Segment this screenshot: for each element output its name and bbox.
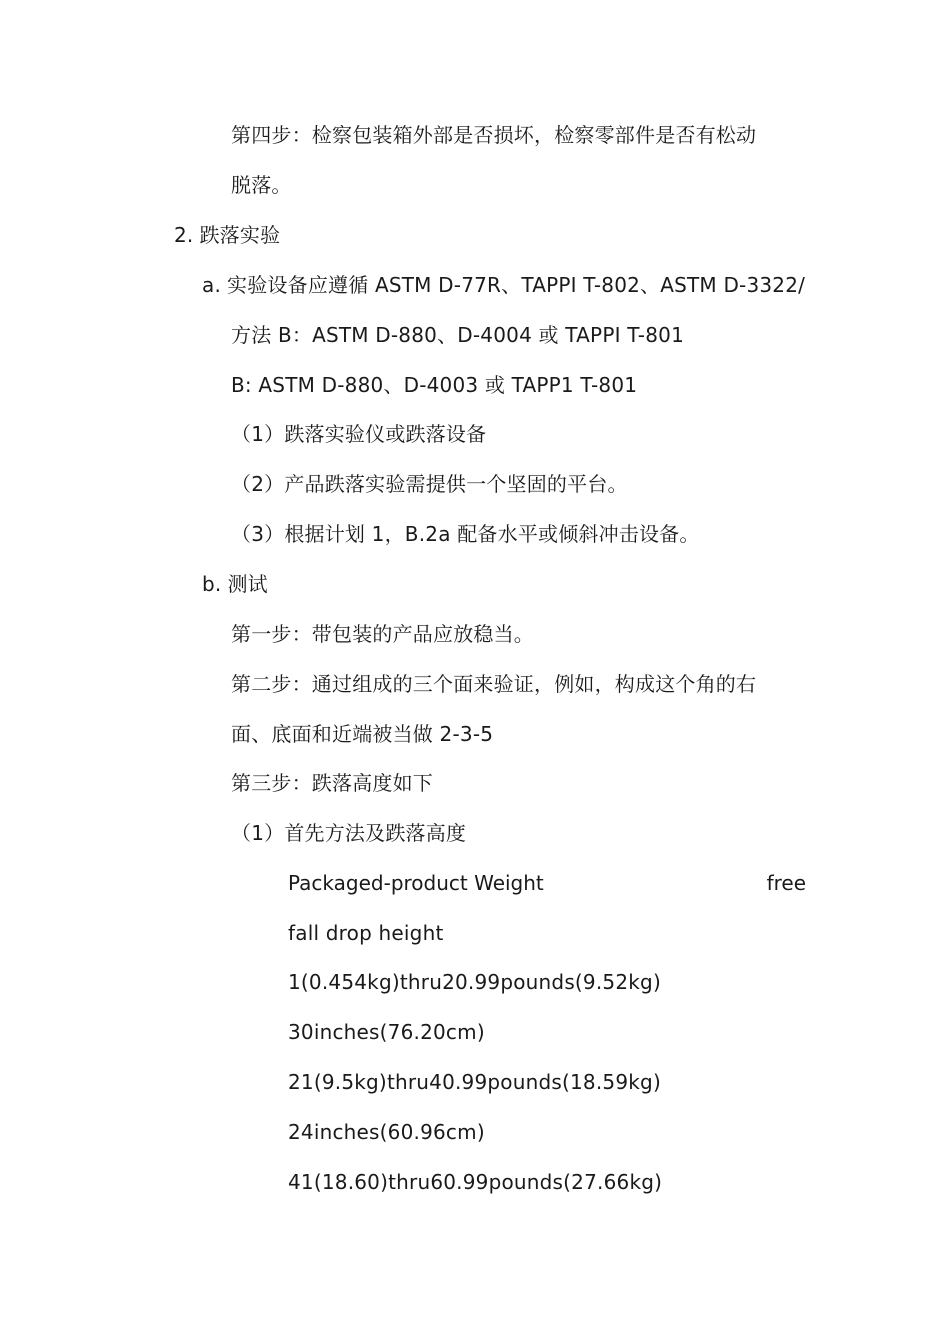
step2-line2: 面、底面和近端被当做 2-3-5 xyxy=(231,722,494,746)
header-weight: Packaged-product Weight xyxy=(288,871,544,895)
header-drop-height: fall drop height xyxy=(288,921,444,945)
step3-line: 第三步：跌落高度如下 xyxy=(231,771,433,795)
section-number: 2. xyxy=(174,223,194,247)
item-b-marker: b. xyxy=(202,572,222,596)
item-a-line3: B: ASTM D-880、D-4003 或 TAPP1 T-801 xyxy=(231,373,638,397)
table-header-row xyxy=(288,869,806,897)
item-a-line1 xyxy=(202,271,805,299)
section-title: 跌落实验 xyxy=(199,223,281,247)
equipment-2: （2）产品跌落实验需提供一个坚固的平台。 xyxy=(231,472,628,496)
weight-range-3: 41(18.60)thru60.99pounds(27.66kg) xyxy=(288,1170,663,1194)
item-b xyxy=(202,570,268,598)
item-a-text: 实验设备应遵循 ASTM D-77R、TAPPI T-802、ASTM D-3322/ xyxy=(227,273,806,297)
equipment-3: （3）根据计划 1，B.2a 配备水平或倾斜冲击设备。 xyxy=(231,522,700,546)
step2-line1: 第二步：通过组成的三个面来验证，例如，构成这个角的右 xyxy=(231,672,757,696)
equipment-1: （1）跌落实验仪或跌落设备 xyxy=(231,422,487,446)
section-drop-test xyxy=(174,221,280,249)
step4-line1: 第四步：检察包装箱外部是否损坏，检察零部件是否有松动 xyxy=(231,123,757,147)
drop-height-1: 30inches(76.20cm) xyxy=(288,1020,485,1044)
weight-range-2: 21(9.5kg)thru40.99pounds(18.59kg) xyxy=(288,1070,661,1094)
weight-range-1: 1(0.454kg)thru20.99pounds(9.52kg) xyxy=(288,970,661,994)
step4-line2: 脱落。 xyxy=(231,173,292,197)
header-free: free xyxy=(766,871,806,895)
item-b-text: 测试 xyxy=(227,572,268,596)
drop-height-2: 24inches(60.96cm) xyxy=(288,1120,485,1144)
item-a-line2: 方法 B：ASTM D-880、D-4004 或 TAPPI T-801 xyxy=(231,323,685,347)
step1-line: 第一步：带包装的产品应放稳当。 xyxy=(231,622,534,646)
item-a-marker: a. xyxy=(202,273,222,297)
method-heading: （1）首先方法及跌落高度 xyxy=(231,821,467,845)
